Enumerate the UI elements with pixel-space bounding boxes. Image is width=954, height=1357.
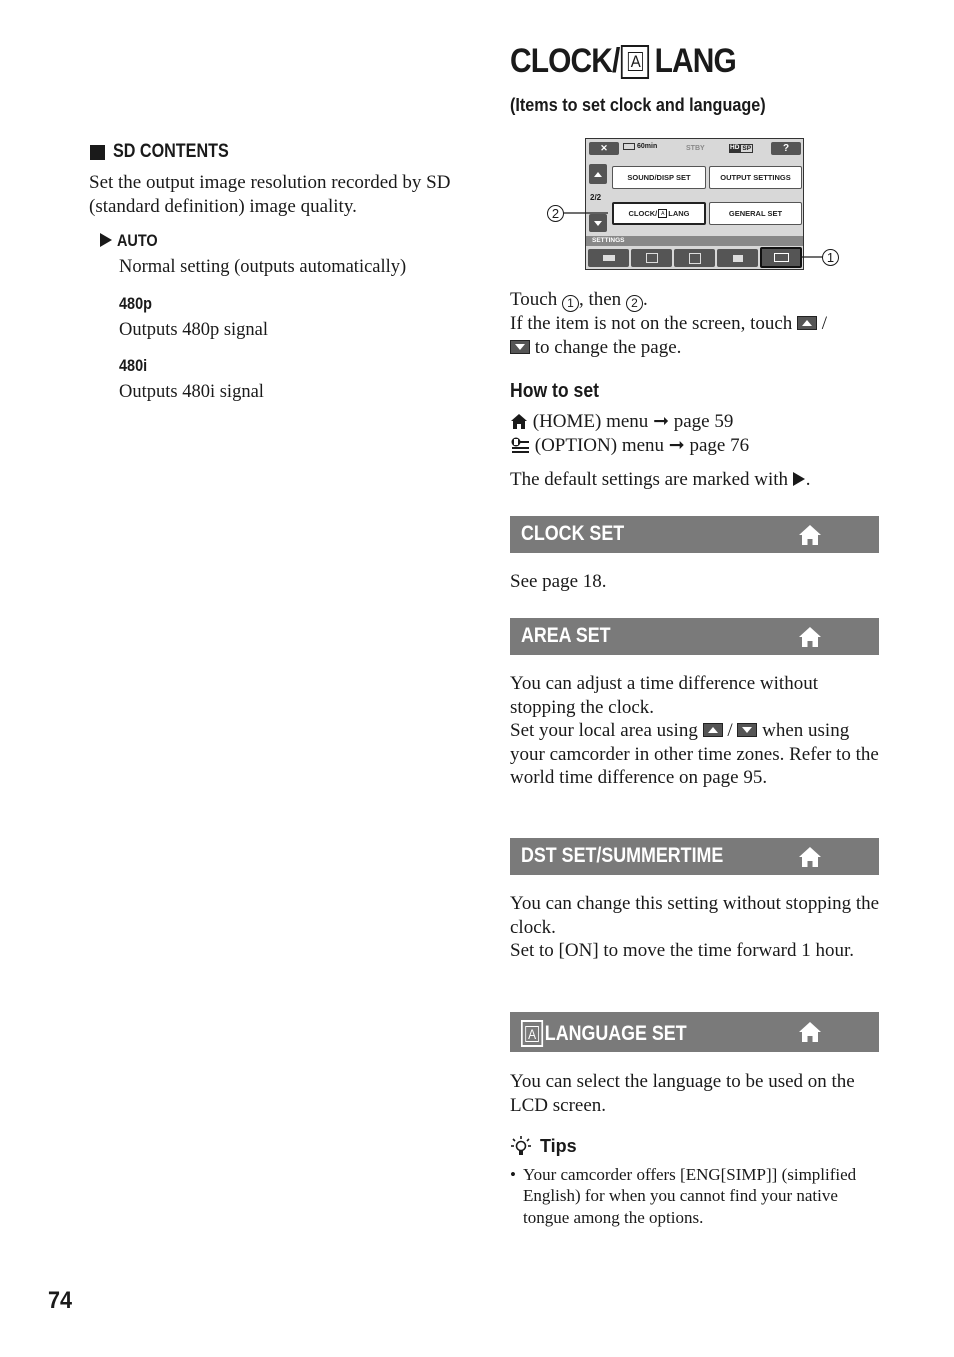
how-to-set-heading: How to set	[510, 380, 599, 402]
battery-icon	[623, 143, 635, 150]
clock-set-body: See page 18.	[510, 571, 607, 592]
option-480i: 480i	[119, 356, 148, 375]
lcd-screen-illustration	[585, 138, 804, 270]
list-icon	[689, 253, 701, 264]
heading-label: SD CONTENTS	[113, 141, 229, 162]
option-auto	[100, 231, 165, 251]
page-subtitle: (Items to set clock and language)	[510, 95, 766, 115]
language-set-body: You can select the language to be used on the LCD screen.	[510, 1071, 855, 1116]
lightbulb-icon	[510, 1135, 532, 1157]
option-description: Outputs 480p signal	[119, 320, 269, 340]
option-name: AUTO	[117, 231, 158, 250]
home-icon	[510, 413, 528, 430]
page-number: 74	[48, 1287, 73, 1314]
callout-1: 1	[822, 249, 839, 266]
page-up-button[interactable]	[589, 164, 607, 184]
section-bar-clock-set: CLOCK SET	[510, 516, 879, 553]
option-icon	[510, 437, 530, 454]
default-marker-icon	[100, 233, 112, 247]
camera-tab[interactable]	[588, 249, 629, 267]
title-lang: LANG	[654, 42, 736, 80]
option-description: Outputs 480i signal	[119, 382, 264, 402]
help-button[interactable]: ?	[771, 142, 801, 155]
status-text: STBY	[686, 145, 705, 152]
home-icon	[798, 626, 822, 648]
play-tab[interactable]	[631, 249, 672, 267]
down-arrow-icon	[510, 340, 530, 354]
home-icon	[798, 846, 822, 868]
output-settings-button[interactable]: OUTPUT SETTINGS	[709, 166, 802, 189]
settings-label: SETTINGS	[592, 237, 625, 244]
toolbox-tab[interactable]	[760, 247, 802, 268]
tips-heading: Tips	[510, 1135, 577, 1157]
general-set-button[interactable]: GENERAL SET	[709, 202, 802, 225]
page-indicator: 2/2	[590, 193, 602, 202]
step-2-marker: 2	[626, 295, 643, 312]
up-arrow-icon	[703, 723, 723, 737]
tip-item: • Your camcorder offers [ENG[SIMP]] (simplified English) for when you cannot find your native tongue among the options.	[510, 1164, 883, 1228]
page-title	[510, 42, 736, 81]
down-arrow-icon	[737, 723, 757, 737]
section-bar-language-set: A LANGUAGE SET	[510, 1012, 879, 1052]
language-icon: A	[521, 1020, 543, 1047]
up-arrow-icon	[594, 172, 602, 177]
play-icon	[646, 253, 658, 263]
card-icon	[733, 255, 743, 262]
dst-set-body: You can change this setting without stopping the clock. Set to [ON] to move the time forward 1 hour.	[510, 893, 880, 962]
home-icon	[798, 1021, 822, 1043]
section-bar-dst-set: DST SET/SUMMERTIME	[510, 838, 879, 875]
toolbox-icon	[774, 253, 789, 262]
title-clock: CLOCK/	[510, 42, 620, 80]
language-icon: A	[658, 209, 667, 218]
home-icon	[798, 524, 822, 546]
list-tab[interactable]	[674, 249, 715, 267]
callout-2: 2	[547, 205, 564, 222]
default-note: The default settings are marked with .	[510, 469, 811, 490]
option-description: Normal setting (outputs automatically)	[119, 257, 407, 277]
arrow-icon: ➞	[668, 434, 685, 456]
arrow-icon: ➞	[653, 411, 669, 432]
sound-disp-set-button[interactable]: SOUND/DISP SET	[612, 166, 706, 189]
callout-line-2	[560, 205, 610, 225]
square-bullet-icon	[90, 145, 105, 160]
how-to-set-lines: (HOME) menu ➞ page 59 (OPTION) menu ➞ page 76	[510, 410, 880, 457]
card-tab[interactable]	[717, 249, 758, 267]
default-marker-icon	[793, 472, 805, 486]
clock-lang-button[interactable]: CLOCK/ A LANG	[612, 202, 706, 225]
area-set-body: You can adjust a time difference without stopping the clock. Set your local area using / when using your camcorder in other time zones. Refer to the world time difference on page 95.	[510, 673, 879, 789]
close-button[interactable]: ✕	[589, 142, 619, 155]
quality-badge: HD SP	[730, 144, 752, 152]
sd-contents-description: Set the output image resolution recorded by SD (standard definition) image quality.	[89, 172, 451, 217]
up-arrow-icon	[797, 316, 817, 330]
option-480p: 480p	[119, 294, 152, 313]
step-1-marker: 1	[562, 295, 579, 312]
camera-icon	[603, 255, 615, 261]
touch-instructions: Touch 1 , then 2 . If the item is not on the screen, touch / to change the page.	[510, 289, 828, 358]
battery-indicator: 60min	[623, 143, 657, 150]
section-bar-area-set: AREA SET	[510, 618, 879, 655]
section-heading-sd-contents	[90, 141, 249, 163]
language-icon: A	[621, 45, 649, 79]
